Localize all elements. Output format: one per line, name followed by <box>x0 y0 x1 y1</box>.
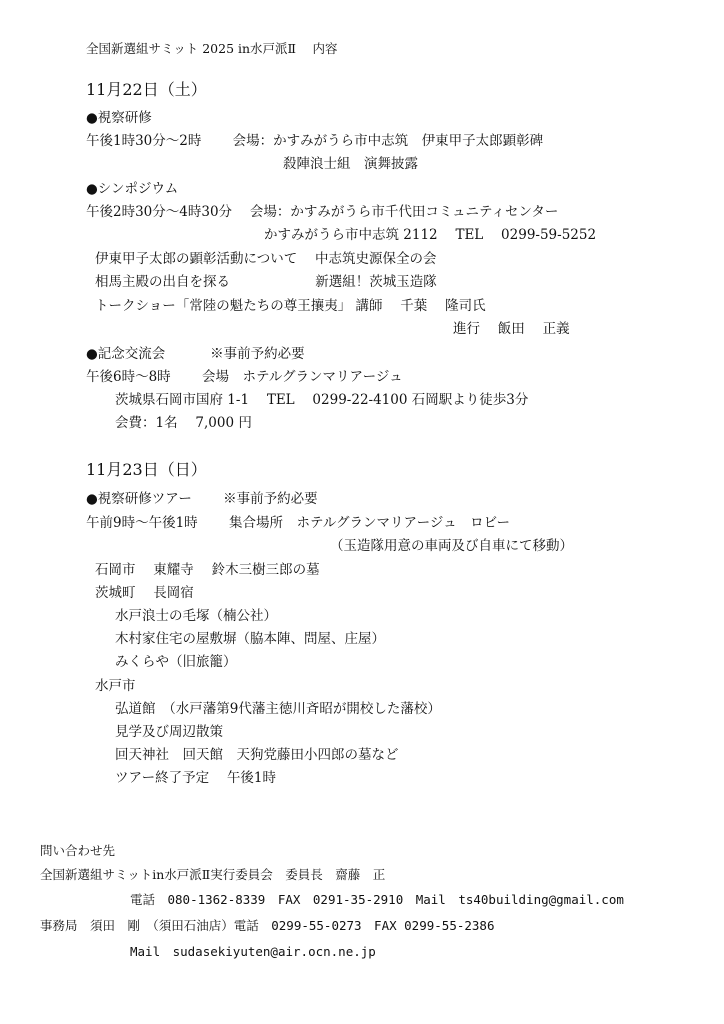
day2-tour-stop-mito: 水戸市 <box>95 678 136 694</box>
day2-date-heading: 11月23日（日） <box>86 460 207 479</box>
day1-date-heading: 11月22日（土） <box>86 80 207 99</box>
day1-symposium-address: かすみがうら市中志筑 2112 TEL 0299-59-5252 <box>264 227 597 243</box>
day1-inspection-performance: 殺陣浪士組 演舞披露 <box>283 156 418 172</box>
day1-reception-address: 茨城県石岡市国府 1-1 TEL 0299-22-4100 石岡駅より徒歩3分 <box>115 392 529 408</box>
day1-symposium-talk-2: 相馬主殿の出自を探る 新選組！茨城玉造隊 <box>95 274 437 290</box>
day1-reception-time-venue: 午後6時～8時 会場 ホテルグランマリアージュ <box>86 369 403 385</box>
day2-tour-end-time: ツアー終了予定 午後1時 <box>115 770 276 786</box>
day2-tour-sub-stop-2: 木村家住宅の屋敷塀（脇本陣、問屋、庄屋） <box>115 631 385 647</box>
day2-tour-sub-stop-1: 水戸浪士の毛塚（楠公社） <box>115 608 277 624</box>
day2-tour-sub-stop-6: 回天神社 回天館 天狗党藤田小四郎の墓など <box>115 747 399 763</box>
day2-tour-stop-ishioka: 石岡市 東耀寺 鈴木三樹三郎の墓 <box>95 562 320 578</box>
day1-talk-show-moderator: 進行 飯田 正義 <box>453 321 570 337</box>
day2-tour-sub-stop-4: 弘道館 （水戸藩第9代藩主徳川斉昭が開校した藩校） <box>115 701 441 717</box>
day2-tour-stop-ibarakimachi: 茨城町 長岡宿 <box>95 585 194 601</box>
contact-phone-fax-mail: 電話 080-1362-8339 FAX 0291-35-2910 Mail ts40building@gmail.com <box>130 892 624 907</box>
document-title: 全国新選組サミット 2025 in水戸派Ⅱ 内容 <box>86 41 338 56</box>
day2-tour-transport: （玉造隊用意の車両及び自車にて移動） <box>330 538 573 554</box>
day2-tour-sub-stop-5: 見学及び周辺散策 <box>115 724 223 740</box>
day1-symposium-time-venue: 午後2時30分～4時30分 会場：かすみがうら市千代田コミュニティセンター <box>86 204 559 220</box>
day1-inspection-heading: ●視察研修 <box>86 110 152 126</box>
contact-organization: 全国新選組サミットin水戸派Ⅱ実行委員会 委員長 齋藤 正 <box>40 867 386 882</box>
contact-office-mail: Mail sudasekiyuten@air.ocn.ne.jp <box>130 944 376 959</box>
day2-tour-sub-stop-3: みくらや（旧旅籠） <box>115 654 237 670</box>
day1-inspection-time-venue: 午後1時30分～2時 会場：かすみがうら市中志筑 伊東甲子太郎顕彰碑 <box>86 133 544 149</box>
day1-talk-show: トークショー「常陸の魁たちの尊王攘夷」 講師 千葉 隆司氏 <box>95 298 486 314</box>
day1-reception-fee: 会費：1名 7,000 円 <box>115 415 252 431</box>
day1-symposium-heading: ●シンポジウム <box>86 181 179 197</box>
day2-tour-time-meeting: 午前9時～午後1時 集合場所 ホテルグランマリアージュ ロビー <box>86 515 511 531</box>
contact-heading: 問い合わせ先 <box>40 843 116 858</box>
day1-reception-heading: ●記念交流会 ※事前予約必要 <box>86 346 305 362</box>
day2-tour-heading: ●視察研修ツアー ※事前予約必要 <box>86 491 318 507</box>
day1-symposium-talk-1: 伊東甲子太郎の顕彰活動について 中志筑史源保全の会 <box>95 251 437 267</box>
contact-office: 事務局 須田 剛 （須田石油店）電話 0299-55-0273 FAX 0299-55-2386 <box>40 918 495 933</box>
